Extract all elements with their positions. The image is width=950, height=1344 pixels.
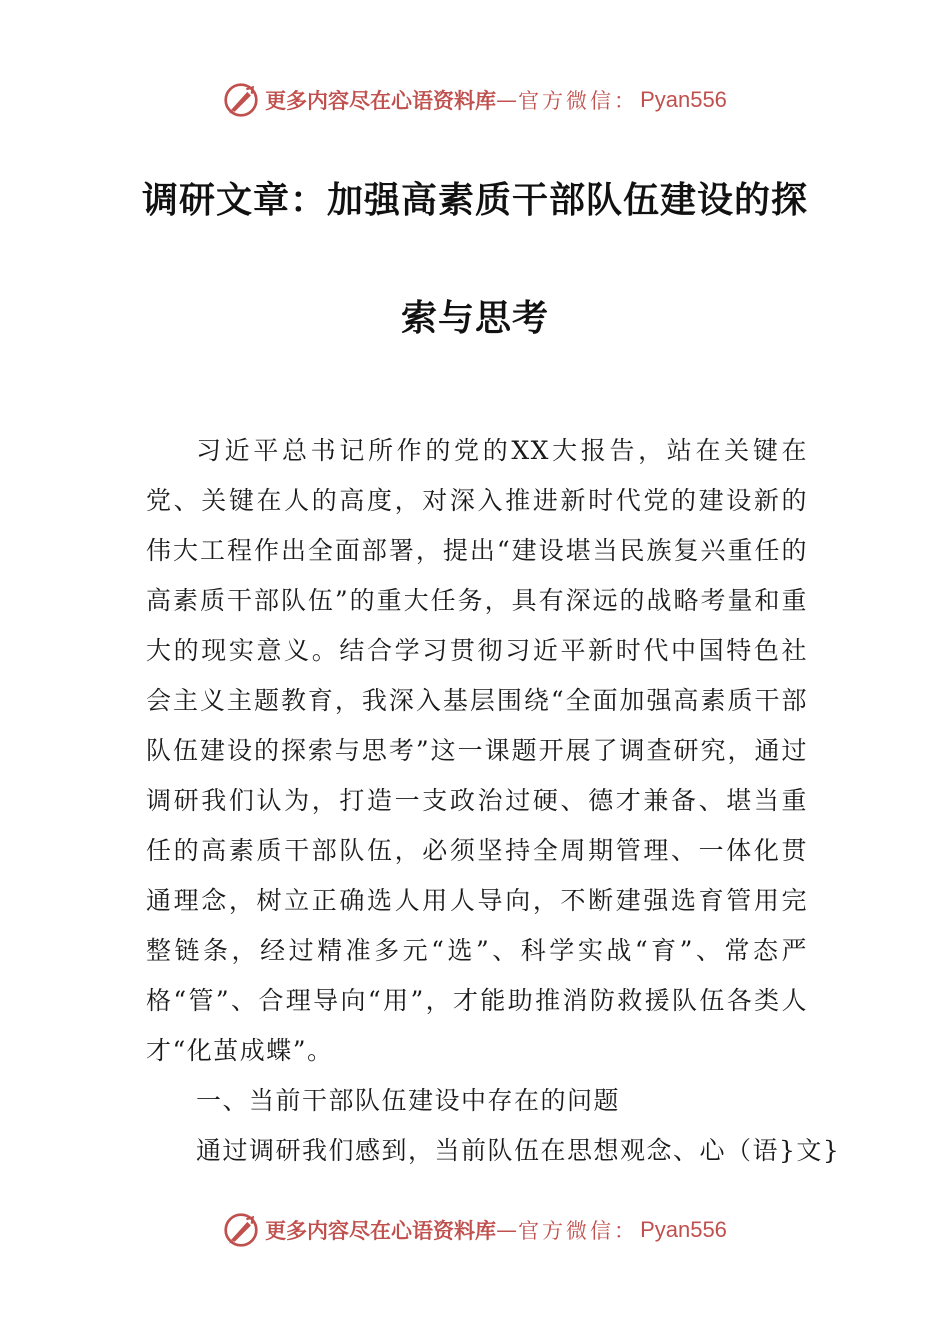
banner-wechat-label: 官方微信： bbox=[518, 89, 639, 113]
banner-separator: — bbox=[496, 1218, 519, 1242]
banner-wechat-label: 官方微信： bbox=[518, 1219, 639, 1243]
header-banner bbox=[0, 78, 950, 122]
document-title-line-2: 索与思考 bbox=[400, 297, 549, 339]
pen-logo-icon bbox=[223, 82, 259, 118]
pen-logo-icon bbox=[223, 1212, 259, 1248]
banner-separator: — bbox=[496, 88, 519, 112]
footer-banner bbox=[0, 1208, 950, 1252]
banner-wechat-id: Pyan556 bbox=[640, 87, 727, 112]
section-heading-1: 一、当前干部队伍建设中存在的问题 bbox=[196, 1086, 621, 1115]
body-paragraph-1: 习近平总书记所作的党的XX大报告，站在关键在党、关键在人的高度，对深入推进新时代党的建设新的伟大工程作出全面部署，提出“建设堪当民族复兴重任的高素质干部队伍”的重大任务，具有深远的战略考量和重大的现实意义。结合学习贯彻习近平新时代中国特色社会主义主题教育，我深入基层围绕“全面加强高素质干部队伍建设的探索与思考”这一课题开展了调查研究，通过调研我们认为，打造一支政治过硬、德才兼备、堪当重任的高素质干部队伍，必须坚持全周期管理、一体化贯通理念，树立正确选人用人导向，不断建强选育管用完整链条，经过精准多元“选”、科学实战“育”、常态严格“管”、合理导向“用”，才能助推消防救援队伍各类人才“化茧成蝶”。 bbox=[146, 436, 808, 1065]
banner-wechat-id: Pyan556 bbox=[640, 1217, 727, 1242]
banner-main-text: 更多内容尽在心语资料库 bbox=[265, 1218, 497, 1243]
document-title-line-1: 调研文章：加强高素质干部队伍建设的探 bbox=[141, 179, 808, 221]
banner-main-text: 更多内容尽在心语资料库 bbox=[265, 88, 497, 113]
body-paragraph-2: 通过调研我们感到，当前队伍在思想观念、心（语}文} bbox=[196, 1136, 841, 1165]
